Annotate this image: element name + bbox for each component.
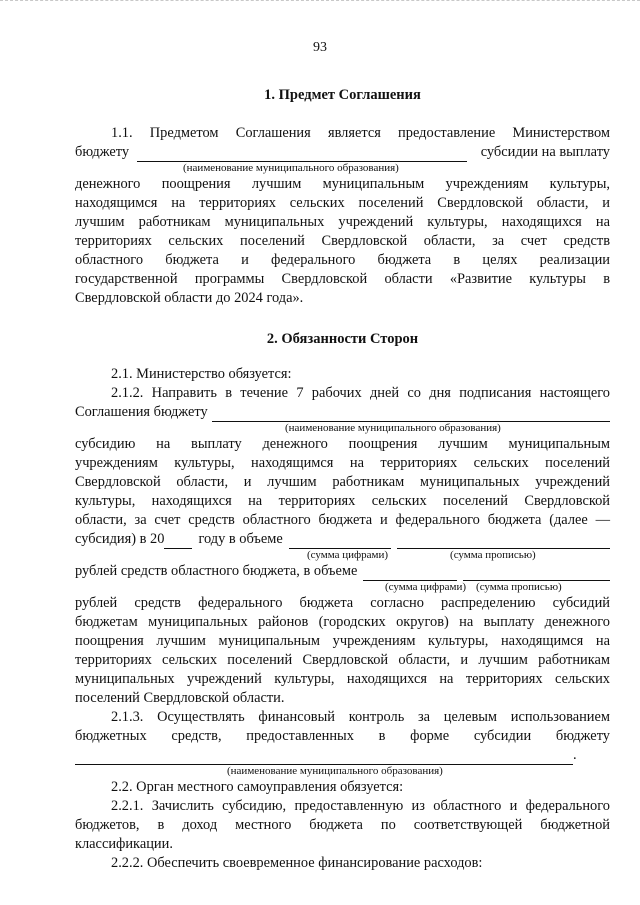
subsidy-text: субсидии на выплату	[480, 144, 610, 160]
sum-digits-blank[interactable]	[363, 567, 457, 581]
clause-1-1-budget-line	[75, 143, 610, 162]
federal-budget-text: поощрения лучшим муниципальным учреждениям культуры, находящимся на	[75, 633, 610, 649]
clause-2-2-1-line: 2.2.1. Зачислить субсидию, предоставленную из областного и федерального	[111, 798, 610, 814]
clause-2-2-1-last: классификации.	[75, 836, 173, 852]
clause-2-1-3-line: 2.1.3. Осуществлять финансовый контроль за целевым использованием	[111, 709, 610, 725]
federal-budget-text: территориях сельских поселений Свердловской области, и лучшим работникам	[75, 652, 610, 668]
budget-word: Соглашения бюджету	[75, 404, 208, 420]
clause-1-1-text: областного бюджета и федерального бюджета в целях реализации	[75, 252, 610, 268]
municipality-blank[interactable]	[212, 408, 610, 422]
clause-2-1-2-text: Свердловской области, и лучшим работникам муниципальных учреждений	[75, 474, 610, 490]
period: .	[573, 747, 577, 763]
municipality-caption: (наименование муниципального образования)	[285, 422, 501, 434]
clause-2-2: 2.2. Орган местного самоуправления обязуется:	[111, 779, 404, 795]
page-number: 93	[313, 40, 327, 55]
clause-2-1-2-budget-line	[75, 403, 610, 422]
clause-2-1-2-text: учреждениям культуры, находящимся на территориях сельских поселений	[75, 455, 610, 471]
federal-budget-text-last: поселений Свердловской области.	[75, 690, 285, 706]
clause-2-1-2-text: субсидию на выплату денежного поощрения лучшим муниципальным	[75, 436, 610, 452]
sum-words-blank[interactable]	[397, 535, 610, 549]
clause-2-1-2-text: области, за счет средств областного бюджета и федерального бюджета (далее —	[75, 512, 610, 528]
sum-digits-caption: (сумма цифрами)	[385, 581, 467, 593]
clause-1-1-text: находящимся на территориях сельских поселений Свердловской области, и	[75, 195, 610, 211]
clause-2-2-2: 2.2.2. Обеспечить своевременное финансирование расходов:	[111, 855, 483, 871]
federal-budget-text: рублей средств федерального бюджета согласно распределению субсидий	[75, 595, 610, 611]
sum-words-blank[interactable]	[463, 567, 610, 581]
sum-captions	[75, 549, 610, 562]
section-1-heading: 1. Предмет Соглашения	[264, 87, 421, 103]
municipality-blank[interactable]	[137, 148, 467, 162]
year-suffix: году в объеме	[198, 531, 283, 547]
clause-1-1-text: лучшим работникам муниципальных учреждений культуры, находящихся на	[75, 214, 610, 230]
municipality-caption: (наименование муниципального образования)	[227, 765, 443, 777]
sum-digits-caption: (сумма цифрами)	[307, 549, 389, 561]
clause-2-1-2-text: культуры, находящихся на территориях сельских поселений Свердловской	[75, 493, 610, 509]
municipality-blank[interactable]	[75, 751, 573, 765]
clause-1-1-line: 1.1. Предметом Соглашения является предоставление Министерством	[111, 125, 610, 141]
sum-words-caption: (сумма прописью)	[450, 549, 536, 561]
clause-2-1-3-line: бюджетных средств, предоставленных в форме субсидии бюджету	[75, 728, 610, 744]
clause-2-1-3-blank-line	[75, 746, 610, 765]
year-amount-line	[75, 530, 610, 549]
regional-budget-text: рублей средств областного бюджета, в объеме	[75, 563, 358, 579]
regional-budget-line	[75, 562, 610, 581]
clause-1-1-text-last: Свердловской области до 2024 года».	[75, 290, 304, 306]
sum-captions	[75, 581, 610, 594]
federal-budget-text: бюджетам муниципальных районов (городских округов) на выплату денежного	[75, 614, 610, 630]
municipality-caption: (наименование муниципального образования)	[183, 162, 399, 174]
page-top-edge	[0, 0, 640, 7]
clause-1-1-text: государственной программы Свердловской области «Развитие культуры в	[75, 271, 610, 287]
budget-word: бюджету	[75, 144, 130, 160]
federal-budget-text: муниципальных учреждений культуры, находящихся на территориях сельских	[75, 671, 610, 687]
clause-1-1-text: территориях сельских поселений Свердловской области, за счет средств	[75, 233, 610, 249]
document-body	[75, 86, 610, 873]
sum-digits-blank[interactable]	[289, 535, 391, 549]
sum-words-caption: (сумма прописью)	[476, 581, 562, 593]
clause-2-1: 2.1. Министерство обязуется:	[111, 366, 292, 382]
section-2-heading: 2. Обязанности Сторон	[266, 331, 419, 347]
clause-1-1-text: денежного поощрения лучшим муниципальным учреждениям культуры,	[75, 176, 610, 192]
clause-2-1-2-line: 2.1.2. Направить в течение 7 рабочих дней со дня подписания настоящего	[111, 385, 610, 401]
year-blank[interactable]	[164, 535, 192, 549]
clause-2-2-1-line: бюджетов, в доход местного бюджета по соответствующей бюджетной	[75, 817, 610, 833]
year-prefix: субсидия) в 20	[75, 531, 165, 547]
